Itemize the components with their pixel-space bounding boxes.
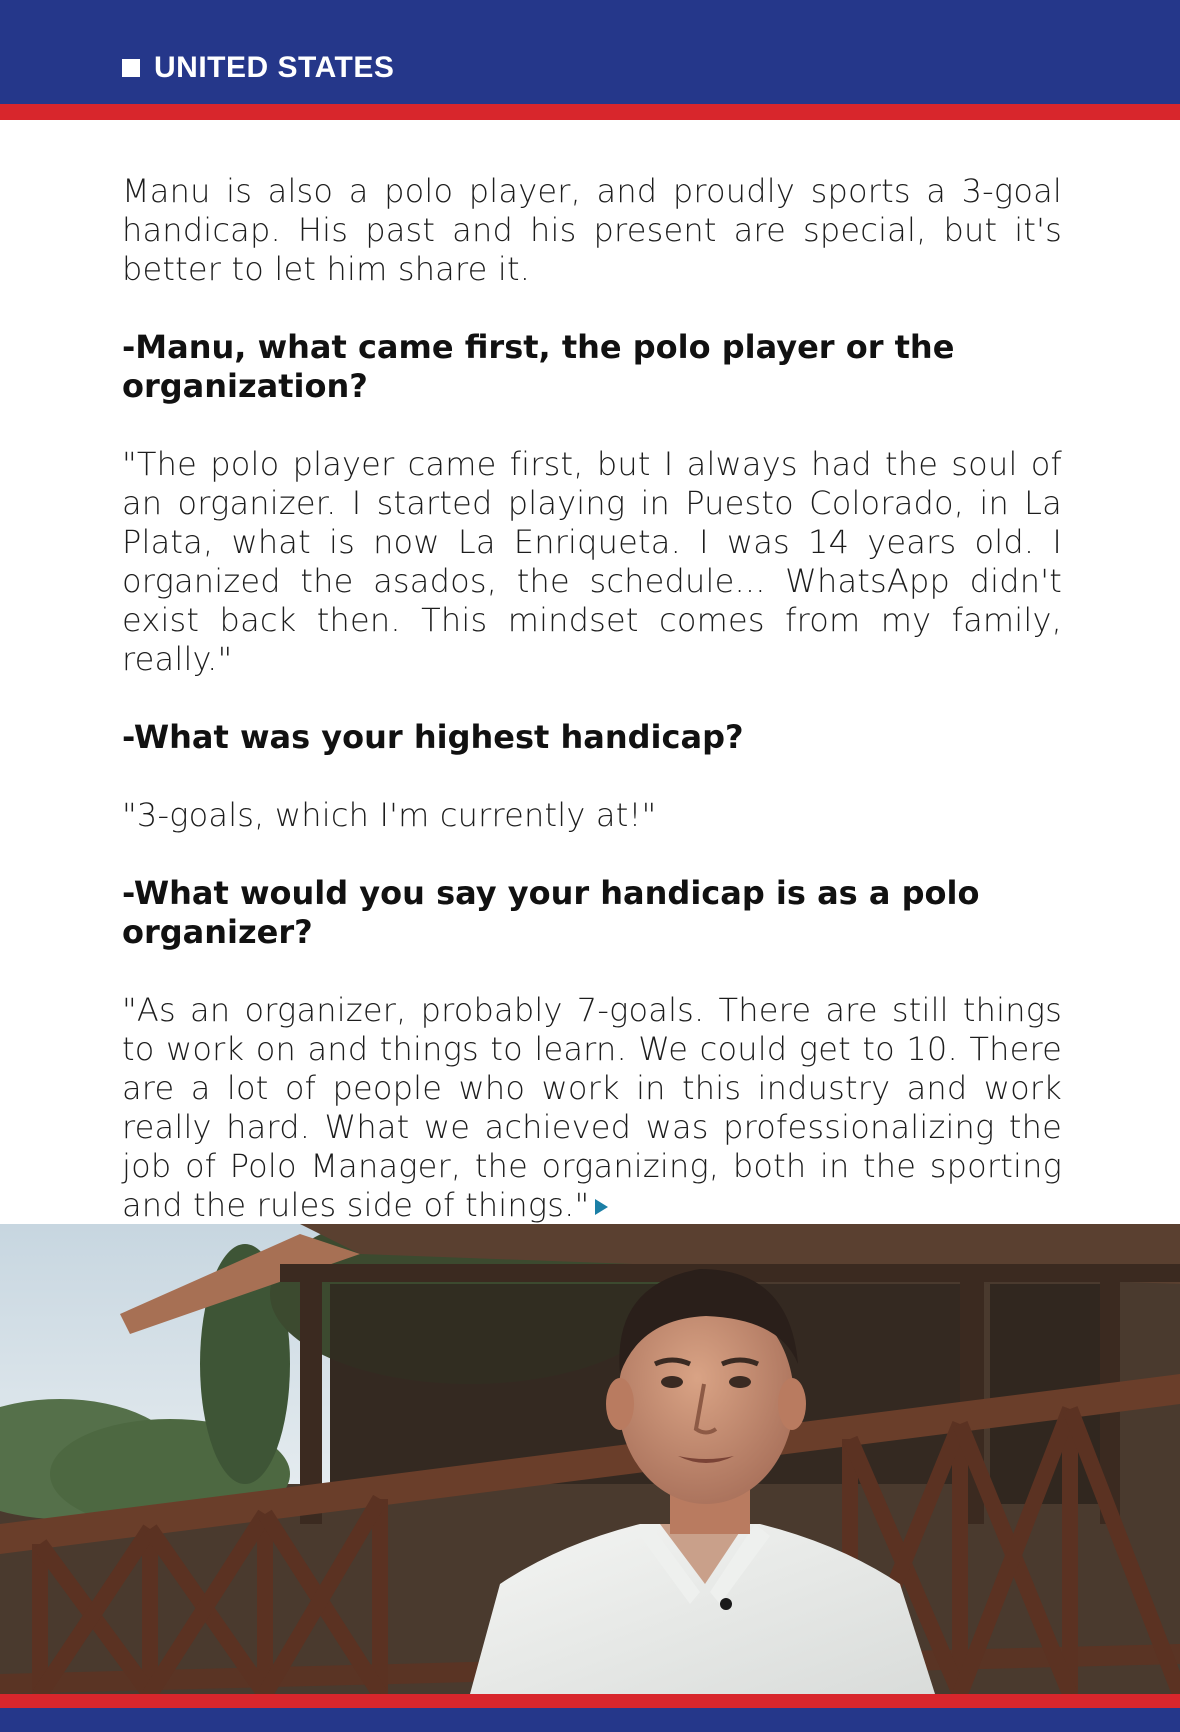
square-bullet-icon — [122, 59, 140, 77]
answer-1: "The polo player came first, but I always had the soul of an organizer. I started playing in Puesto Colorado, in La Plata, what is now La Enriqueta. I was 14 years old. I organized the asados, the schedule... WhatsApp didn't exist back then. This mindset comes from my family, really." — [122, 445, 1062, 678]
question-3: -What would you say your handicap is as a polo organizer? — [122, 874, 980, 951]
man-portrait-photo — [0, 1224, 1180, 1694]
question-2: -What was your highest handicap? — [122, 718, 744, 756]
play-triangle-icon — [595, 1199, 608, 1215]
answer-2: "3-goals, which I'm currently at!" — [122, 796, 657, 834]
footer-band — [0, 1708, 1180, 1732]
section-tag — [122, 50, 394, 86]
photo-illustration — [0, 1224, 1180, 1694]
answer-3-text: "As an organizer, probably 7-goals. There are still things to work on and things to learn. We could get to 10. There are a lot of people who work in this industry and work really hard. What we achieved was professionalizing the job of Polo Manager, the organizing, both in the sporting and the rules side of things." — [122, 991, 1062, 1224]
article-body — [122, 172, 1062, 1225]
section-label: UNITED STATES — [154, 51, 395, 84]
footer-stripe — [0, 1694, 1180, 1708]
question-1: -Manu, what came first, the polo player or the organization? — [122, 328, 955, 405]
header-stripe — [0, 104, 1180, 120]
intro-paragraph: Manu is also a polo player, and proudly sports a 3-goal handicap. His past and his present are special, but it's better to let him share it. — [122, 172, 1062, 288]
answer-3 — [122, 991, 1062, 1225]
